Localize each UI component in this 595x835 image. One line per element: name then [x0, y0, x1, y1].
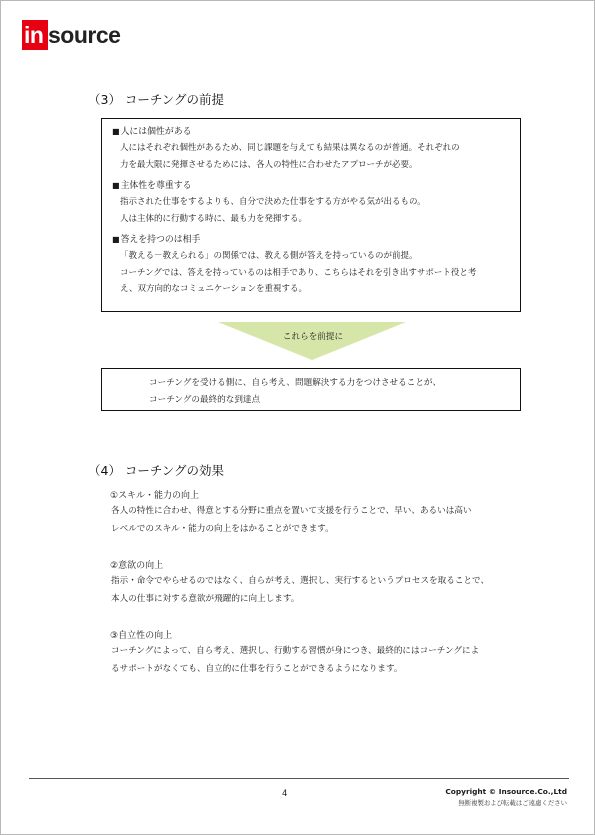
effect-title: ①スキル・能力の向上: [110, 491, 199, 501]
effect-motivation: [110, 559, 489, 608]
premise-title: [112, 124, 514, 140]
effect-title: ②意欲の向上: [110, 561, 164, 571]
effect-line: 各人の特性に合わせ、得意とする分野に重点を置いて支援を行うことで、早い、あるいは高い: [111, 506, 472, 516]
premise-line: 人は主体的に行動する時に、最も力を発揮する。: [120, 213, 308, 224]
premise-title-text: 主体性を尊重する: [120, 181, 192, 191]
reproduction-notice: 無断複製および転載はご遠慮ください: [458, 799, 567, 807]
section-4-heading: （4） コーチングの効果: [88, 463, 225, 478]
square-bullet-icon: ■: [112, 127, 120, 136]
premise-group-answers: [112, 232, 514, 298]
goal-box: [101, 368, 521, 411]
premise-line: 人にはそれぞれ個性があるため、同じ課題を与えても結果は異なるのが普通。それぞれの: [120, 143, 460, 153]
premise-title: [112, 232, 514, 248]
effect-line: 本人の仕事に対する意欲が飛躍的に向上します。: [111, 593, 300, 604]
effect-skill: [110, 489, 472, 538]
page-number: 4: [282, 789, 288, 799]
effect-title: ③自立性の向上: [110, 631, 173, 641]
goal-line: コーチングの最終的な到達点: [149, 395, 261, 405]
effect-line: るサポートがなくても、自立的に仕事を行うことができるようになります。: [111, 663, 403, 674]
premise-title-text: 人には個性がある: [120, 127, 192, 137]
effect-line: 指示・命令でやらせるのではなく、自らが考え、選択し、実行するというプロセスを取ることで、: [111, 576, 490, 586]
copyright: Copyright © Insource.Co.,Ltd: [445, 787, 567, 796]
effect-line: レベルでのスキル・能力の向上をはかることができます。: [111, 523, 334, 534]
premise-group-independence: [112, 178, 514, 227]
arrow-label: これらを前提に: [282, 332, 344, 342]
premise-box: [101, 118, 521, 312]
logo-text-in: in: [24, 22, 44, 48]
premise-line: え、双方向的なコミュニケーションを重視する。: [120, 284, 308, 294]
effect-line: コーチングによって、自ら考え、選択し、行動する習慣が身につき、最終的にはコーチングによ: [111, 646, 480, 656]
premise-line: 力を最大限に発揮させるためには、各人の特性に合わせたアプローチが必要。: [120, 159, 418, 170]
logo-red-mark: [22, 20, 48, 50]
effect-autonomy: [110, 629, 479, 678]
footer-divider: [29, 778, 569, 779]
premise-line: 「教える－教えられる」の関係では、教える側が答えを持っているのが前提。: [120, 251, 418, 261]
premise-group-individuality: [112, 124, 514, 173]
premise-title-text: 答えを持つのは相手: [120, 235, 201, 245]
premise-title: [112, 178, 514, 194]
premise-line: コーチングでは、答えを持っているのは相手であり、こちらはそれを引き出すサポート役と考: [120, 267, 477, 278]
goal-line: コーチングを受ける側に、自ら考え、問題解決する力をつけさせることが、: [149, 378, 442, 388]
square-bullet-icon: ■: [112, 235, 120, 244]
premise-line: 指示された仕事をするよりも、自分で決めた仕事をする方がやる気が出るもの。: [120, 197, 426, 207]
square-bullet-icon: ■: [112, 181, 120, 190]
section-3-heading: （3） コーチングの前提: [88, 92, 225, 107]
logo-text-source: source: [48, 22, 121, 48]
